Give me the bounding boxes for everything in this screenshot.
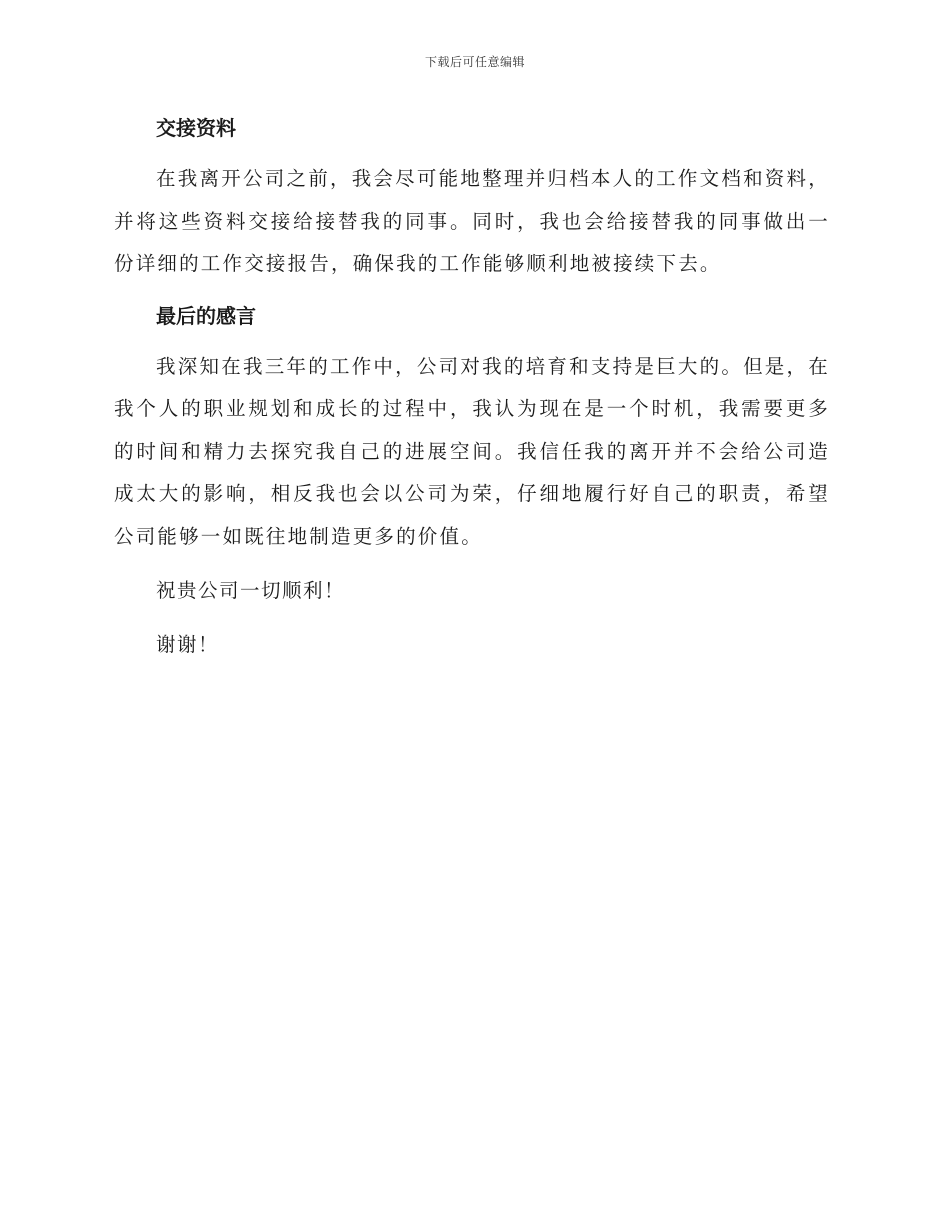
section-paragraph-handover: 在我离开公司之前，我会尽可能地整理并归档本人的工作文档和资料，并将这些资料交接给接替我的同事。同时，我也会给接替我的同事做出一份详细的工作交接报告，确保我的工作能够顺利地被接续下去。: [114, 167, 830, 275]
closing-thanks: 谢谢！: [156, 632, 220, 656]
section-heading-final-words: 最后的感言: [156, 303, 256, 328]
section-heading-handover: 交接资料: [156, 116, 236, 140]
section-paragraph-final-words: 我深知在我三年的工作中，公司对我的培育和支持是巨大的。但是，在我个人的职业规划和成长的过程中，我认为现在是一个时机，我需要更多的时间和精力去探究我自己的进展空间。我信任我的离开并不会给公司造成太大的影响，相反我也会以公司为荣，仔细地履行好自己的职责，希望公司能够一如既往地制造更多的价值。: [114, 354, 830, 548]
document-body: [114, 110, 830, 666]
closing-wish: 祝贵公司一切顺利！: [156, 579, 346, 602]
page-header: 下载后可任意编辑: [424, 55, 525, 69]
